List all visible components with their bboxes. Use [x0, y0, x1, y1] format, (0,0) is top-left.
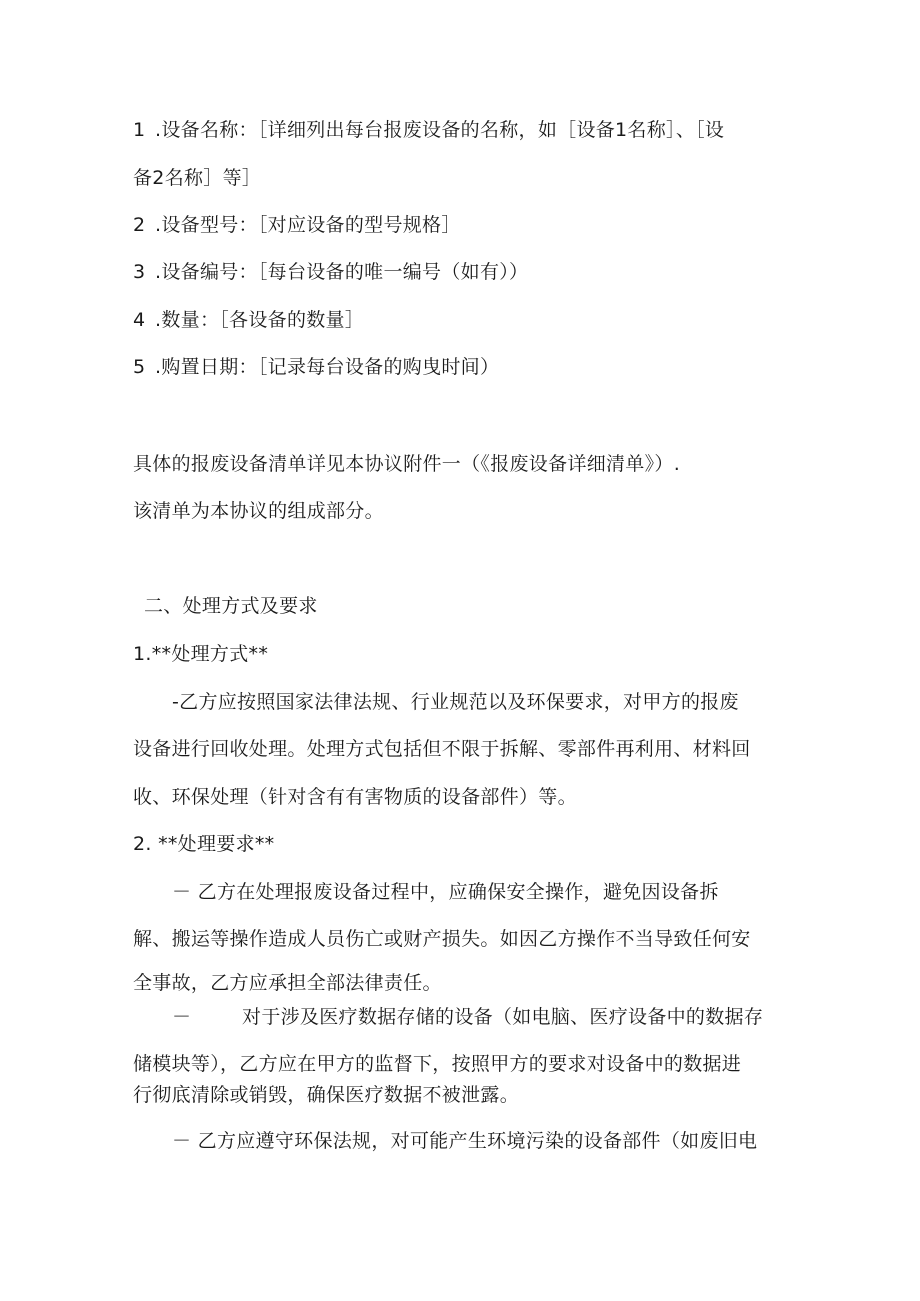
list-item-4: [133, 307, 364, 333]
paragraph-line: 设备进行回收处理。处理方式包括但不限于拆解、零部件再利用、材料回: [133, 738, 751, 760]
list-number: 2: [133, 214, 146, 236]
list-text: .设备型号：［对应设备的型号规格］: [155, 214, 461, 236]
paragraph-line: 储模块等），乙方应在甲方的监督下，按照甲方的要求对设备中的数据进: [133, 1053, 742, 1075]
paragraph-line: － 对于涉及医疗数据存储的设备（如电脑、医疗设备中的数据存: [172, 1006, 764, 1028]
subsection-title-1: 1.**处理方式**: [133, 643, 269, 665]
paragraph-line: － 乙方在处理报废设备过程中，应确保安全操作，避免因设备拆: [172, 881, 719, 903]
list-item-1: [133, 117, 724, 143]
list-item-5: [133, 354, 499, 380]
paragraph-line: 全事故，乙方应承担全部法律责任。: [133, 972, 442, 994]
attachment-note-line-2: 该清单为本协议的组成部分。: [133, 500, 384, 522]
section-heading: 二、处理方式及要求: [144, 595, 318, 617]
list-number: 4: [133, 309, 146, 331]
list-text: .设备名称：［详细列出每台报废设备的名称，如［设备1名称］、［设: [155, 119, 725, 141]
list-number: 5: [133, 356, 146, 378]
list-item-2: [133, 212, 461, 238]
list-number: 1: [133, 119, 146, 141]
paragraph-line: -乙方应按照国家法律法规、行业规范以及环保要求，对甲方的报废: [172, 691, 739, 713]
paragraph-line: － 乙方应遵守环保法规，对可能产生环境污染的设备部件（如废旧电: [172, 1130, 758, 1152]
list-item-1-continued: 备2名称］等］: [133, 167, 262, 189]
paragraph-line: 解、搬运等操作造成人员伤亡或财产损失。如因乙方操作不当导致任何安: [133, 928, 751, 950]
attachment-note-line-1: 具体的报废设备清单详见本协议附件一（《报废设备详细清单》）.: [133, 453, 681, 475]
paragraph-line: 收、环保处理（针对含有有害物质的设备部件）等。: [133, 786, 577, 808]
subsection-title-2: 2. **处理要求**: [133, 833, 275, 855]
list-text: .数量：［各设备的数量］: [155, 309, 365, 331]
list-text: .购置日期：［记录每台设备的购曳时间）: [155, 356, 500, 378]
list-number: 3: [133, 261, 146, 283]
paragraph-line: 行彻底清除或销毁，确保医疗数据不被泄露。: [133, 1084, 520, 1106]
list-text: .设备编号：［每台设备的唯一编号（如有））: [155, 261, 529, 283]
list-item-3: [133, 259, 528, 285]
